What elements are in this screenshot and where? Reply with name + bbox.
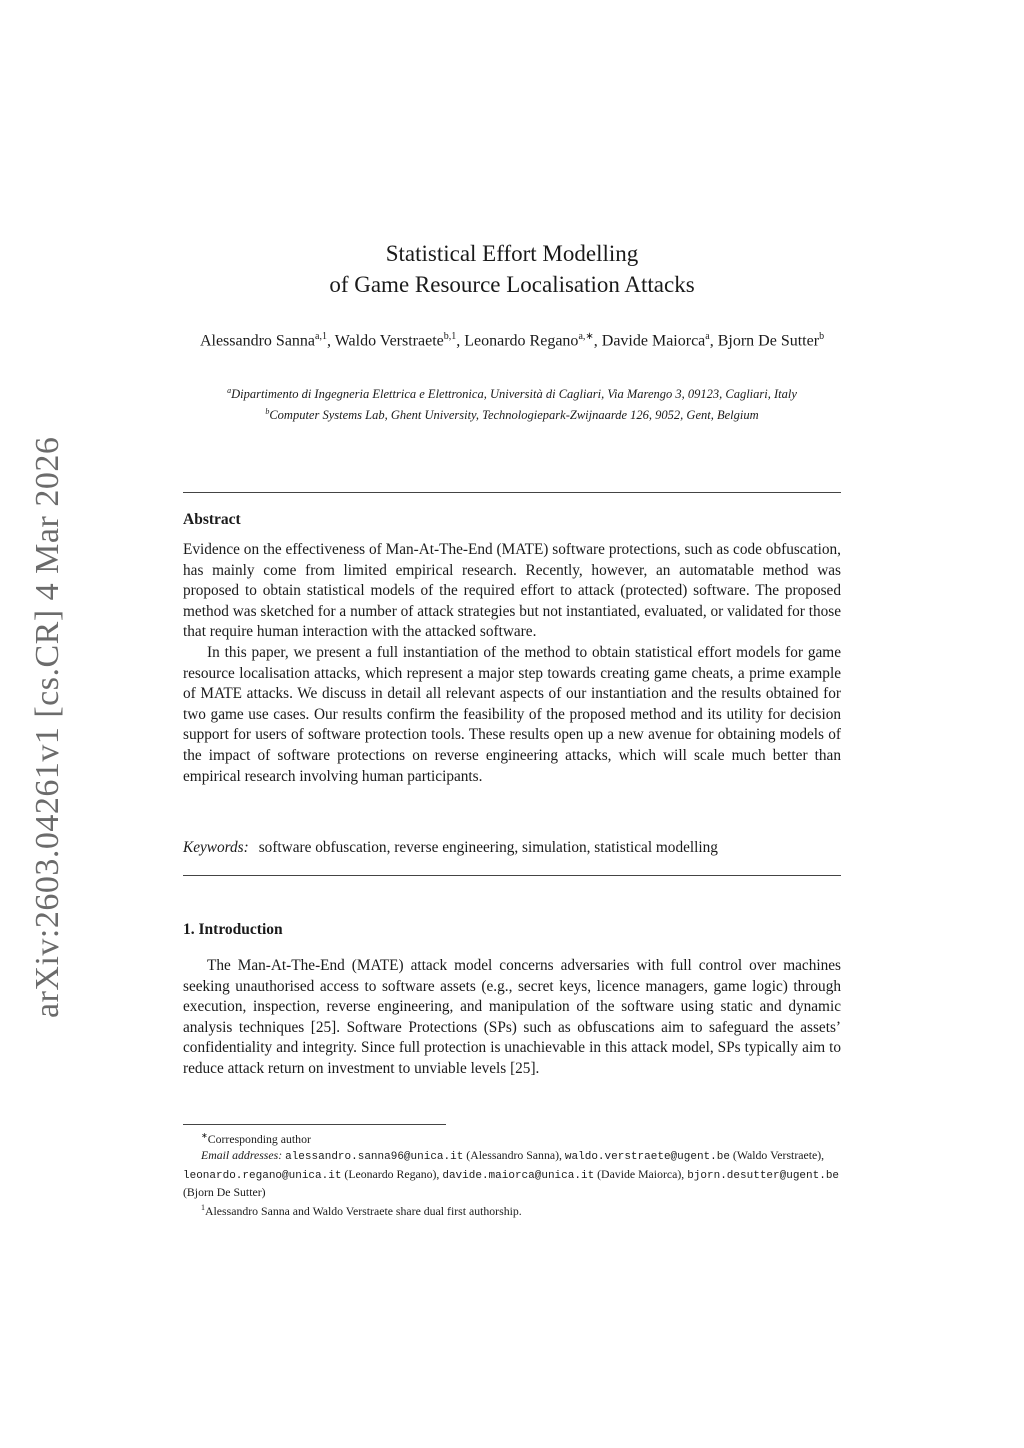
title-line-1: Statistical Effort Modelling [385,241,639,266]
introduction-paragraph-1: The Man-At-The-End (MATE) attack model concerns adversaries with full control over machines seeking unauthorised access to software assets (e.g., secret keys, licence managers, game logic) through execution, inspection, reverse engineering, and manipulation of the software using static and dynamic analysis techniques [25]. Software Protections (SPs) such as obfuscations aim to safeguard the assets’ confidentiality and integrity. Since full protection is unachievable in this attack model, SPs typically aim to reduce attack return on investment to unviable levels [25]. [183,957,841,1077]
email-owner: (Davide Maiorca), [597,1166,685,1181]
introduction-heading: 1. Introduction [183,921,283,938]
affiliations [183,382,841,424]
divider-bottom [183,875,841,876]
footnote-dual-authorship: $^1$Alessandro Sanna and Waldo Verstraete share dual first authorship. [201,1203,522,1219]
author-name: Alessandro Sanna [199,332,316,350]
keywords-line [183,839,841,857]
email-owner: (Waldo Verstraete), [732,1148,825,1163]
author-name: Bjorn De Sutter [717,332,820,350]
author-affil-mark: b [819,331,825,342]
footnote-rule [183,1124,446,1125]
email-address[interactable]: leonardo.regano@unica.it [183,1169,342,1182]
email-owner: (Bjorn De Sutter) [183,1184,266,1199]
keywords-text: software obfuscation, reverse engineering, simulation, statistical modelling [258,839,718,856]
email-address[interactable]: waldo.verstraete@ugent.be [564,1151,730,1164]
author-name: Waldo Verstraete [334,332,444,350]
abstract-paragraph-2: In this paper, we present a full instantiation of the method to obtain statistical effort models for game resource localisation attacks, which represent a major step towards creating game cheats, a prime example of MATE attacks. We discuss in detail all relevant aspects of our instantiation and the results obtained for two game use cases. Our results confirm the feasibility of the proposed method and its utility for decision support for users of software protection tools. These results open up a new avenue for obtaining models of the impact of software protections on reverse engineering attacks, which will scale much better than empirical research involving human participants. [183,643,841,785]
email-owner: (Alessandro Sanna), [466,1148,562,1163]
affiliation-a: $^a$Dipartimento di Ingegneria Elettrica e Elettronica, Università di Cagliari, Via Marengo 3, 09123, Cagliari, Italy [227,386,797,402]
footnotes [183,1128,841,1219]
abstract-heading: Abstract [183,511,241,528]
email-address[interactable]: davide.maiorca@unica.it [442,1169,595,1182]
email-owner: (Leonardo Regano), [344,1166,440,1181]
abstract-paragraph-1: Evidence on the effectiveness of Man-At-The-End (MATE) software protections, such as code obfuscation, has mainly come from limited empirical research. Recently, however, an automatable method was proposed to obtain statistical models of the required effort to attack (protected) software. The proposed method was sketched for a number of attack strategies but not instantiated, evaluated, or validated for those that require human interaction with the attacked software. [183,541,841,641]
author-affil-mark: a,∗ [578,331,594,342]
email-label: Email addresses: [201,1148,283,1163]
email-address[interactable]: bjorn.desutter@ugent.be [687,1169,840,1182]
author-affil-mark: b,1 [443,331,457,342]
abstract-body [183,540,841,787]
author-affil-mark: a [705,331,710,342]
title-line-2: of Game Resource Localisation Attacks [329,272,695,297]
author-name: Davide Maiorca [601,332,706,350]
footnote-corresponding: ∗Corresponding author [201,1131,311,1146]
author-affil-mark: a,1 [315,331,327,342]
footnote-emails [183,1147,841,1200]
author-name: Leonardo Regano [464,332,579,350]
author-list: Alessandro Sanna$^{a,1}$, Waldo Verstraete$^{b,1}$, Leonardo Regano$^{a,∗}$, Davide Maiorca$^a$, Bjorn De Sutter$^b$ [199,331,825,350]
affiliation-b: $^b$Computer Systems Lab, Ghent University, Technologiepark-Zwijnaarde 126, 9052, Gent, Belgium [265,407,759,423]
email-address[interactable]: alessandro.sanna96@unica.it [285,1151,464,1164]
arxiv-identifier: arXiv:2603.04261v1 [cs.CR] 4 Mar 2026 [29,436,66,1018]
paper-title [183,238,841,300]
keywords-label: Keywords: [183,839,249,856]
divider-top [183,492,841,493]
introduction-body [183,956,841,1080]
